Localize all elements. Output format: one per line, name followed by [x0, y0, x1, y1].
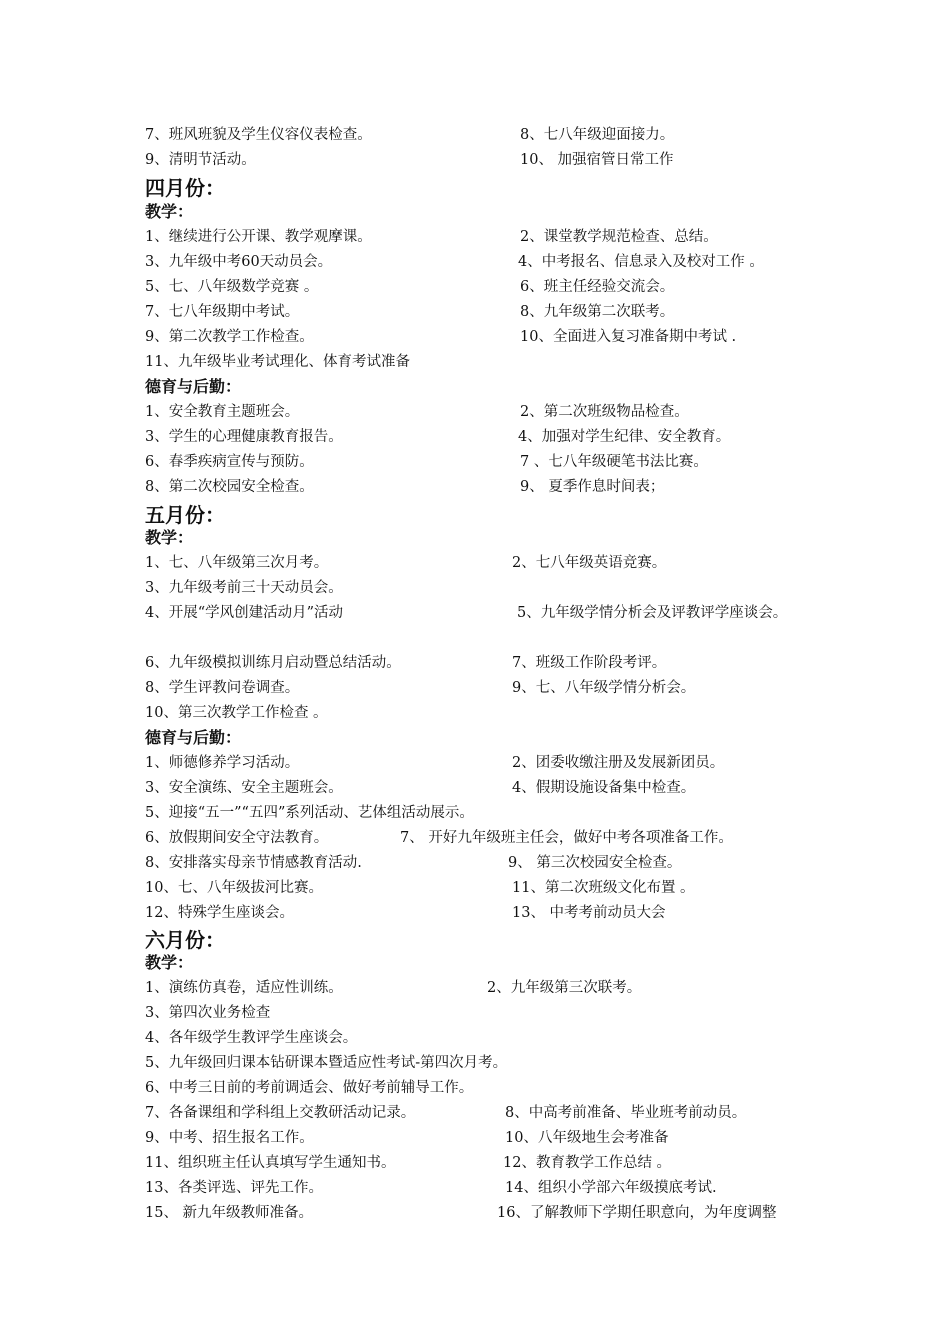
plan-item-left: 10、七、八年级拔河比赛。 — [145, 880, 323, 896]
plan-item-left: 3、九年级中考60天动员会。 — [145, 254, 333, 270]
plan-item-right: 7、班级工作阶段考评。 — [512, 655, 667, 671]
plan-item-right: 4、中考报名、信息录入及校对工作 。 — [518, 254, 764, 270]
plan-item-right: 2、第二次班级物品检查。 — [520, 404, 689, 420]
plan-item-left: 11、组织班主任认真填写学生通知书。 — [145, 1155, 396, 1171]
plan-item-right: 16、了解教师下学期任职意向，为年度调整 — [497, 1205, 777, 1221]
plan-item-right: 8、七八年级迎面接力。 — [520, 127, 675, 143]
plan-item-left: 3、学生的心理健康教育报告。 — [145, 429, 343, 445]
plan-item-right: 9、 夏季作息时间表； — [520, 479, 665, 495]
section-heading: 德育与后勤： — [145, 728, 242, 747]
plan-item-left: 8、第二次校园安全检查。 — [145, 479, 314, 495]
plan-item-right: 8、九年级第二次联考。 — [520, 304, 675, 320]
plan-item-left: 12、特殊学生座谈会。 — [145, 905, 294, 921]
plan-item-left: 8、安排落实母亲节情感教育活动. — [145, 855, 362, 871]
plan-item-left: 5、七、八年级数学竞赛 。 — [145, 279, 319, 295]
plan-item-right: 13、 中考考前动员大会 — [512, 905, 666, 921]
plan-item-right: 2、九年级第三次联考。 — [487, 980, 642, 996]
plan-item-left: 1、安全教育主题班会。 — [145, 404, 300, 420]
plan-item-left: 6、放假期间安全守法教育。 — [145, 830, 329, 846]
plan-item-left: 7、各备课组和学科组上交教研活动记录。 — [145, 1105, 416, 1121]
plan-item-left: 9、清明节活动。 — [145, 152, 256, 168]
plan-item-left: 3、第四次业务检查 — [145, 1005, 271, 1021]
month-heading: 四月份： — [145, 176, 225, 200]
plan-item-left: 3、九年级考前三十天动员会。 — [145, 580, 343, 596]
plan-item-left: 7、七八年级期中考试。 — [145, 304, 300, 320]
section-heading: 教学： — [145, 528, 194, 547]
plan-item-right: 9、 第三次校园安全检查。 — [508, 855, 682, 871]
section-heading: 教学： — [145, 953, 194, 972]
plan-item-left: 10、第三次教学工作检查 。 — [145, 705, 328, 721]
plan-item-right: 2、七八年级英语竞赛。 — [512, 555, 667, 571]
plan-item-right: 10、 加强宿管日常工作 — [520, 152, 674, 168]
month-heading: 六月份： — [145, 928, 225, 952]
plan-item-left: 9、中考、招生报名工作。 — [145, 1130, 314, 1146]
plan-item-left: 1、演练仿真卷，适应性训练。 — [145, 980, 343, 996]
plan-item-right: 5、九年级学情分析会及评教评学座谈会。 — [517, 605, 788, 621]
plan-item-left: 5、迎接“五一”“五四”系列活动、艺体组活动展示。 — [145, 805, 474, 821]
plan-item-left: 1、继续进行公开课、教学观摩课。 — [145, 229, 372, 245]
plan-item-right: 2、课堂教学规范检查、总结。 — [520, 229, 718, 245]
plan-item-left: 1、七、八年级第三次月考。 — [145, 555, 329, 571]
section-heading: 教学： — [145, 202, 194, 221]
plan-item-right: 11、第二次班级文化布置 。 — [512, 880, 695, 896]
plan-item-left: 15、 新九年级教师准备。 — [145, 1205, 314, 1221]
plan-item-left: 8、学生评教问卷调查。 — [145, 680, 300, 696]
plan-item-right: 7、 开好九年级班主任会，做好中考各项准备工作。 — [400, 830, 733, 846]
plan-item-right: 9、七、八年级学情分析会。 — [512, 680, 696, 696]
plan-item-left: 4、开展“学风创建活动月”活动 — [145, 605, 344, 621]
plan-item-right: 8、中高考前准备、毕业班考前动员。 — [505, 1105, 747, 1121]
section-heading: 德育与后勤： — [145, 377, 242, 396]
plan-item-right: 12、教育教学工作总结 。 — [503, 1155, 672, 1171]
plan-item-right: 10、全面进入复习准备期中考试 . — [520, 329, 737, 345]
plan-item-left: 6、九年级模拟训练月启动暨总结活动。 — [145, 655, 401, 671]
plan-item-right: 4、加强对学生纪律、安全教育。 — [518, 429, 731, 445]
plan-item-right: 2、团委收缴注册及发展新团员。 — [512, 755, 725, 771]
plan-item-left: 6、中考三日前的考前调适会、做好考前辅导工作。 — [145, 1080, 474, 1096]
plan-item-left: 11、九年级毕业考试理化、体育考试准备 — [145, 354, 410, 370]
plan-item-right: 7 、七八年级硬笔书法比赛。 — [520, 454, 708, 470]
plan-item-left: 7、班风班貌及学生仪容仪表检查。 — [145, 127, 372, 143]
plan-item-right: 4、假期设施设备集中检查。 — [512, 780, 696, 796]
plan-item-left: 5、九年级回归课本钻研课本暨适应性考试-第四次月考。 — [145, 1055, 508, 1071]
month-heading: 五月份： — [145, 503, 225, 527]
plan-item-right: 10、八年级地生会考准备 — [505, 1130, 669, 1146]
plan-item-left: 9、第二次教学工作检查。 — [145, 329, 314, 345]
plan-item-left: 4、各年级学生教评学生座谈会。 — [145, 1030, 358, 1046]
plan-item-right: 14、组织小学部六年级摸底考试. — [505, 1180, 717, 1196]
plan-item-left: 13、各类评选、评先工作。 — [145, 1180, 323, 1196]
plan-item-left: 3、安全演练、安全主题班会。 — [145, 780, 343, 796]
plan-item-left: 1、师德修养学习活动。 — [145, 755, 300, 771]
plan-item-left: 6、春季疾病宣传与预防。 — [145, 454, 314, 470]
plan-item-right: 6、班主任经验交流会。 — [520, 279, 675, 295]
